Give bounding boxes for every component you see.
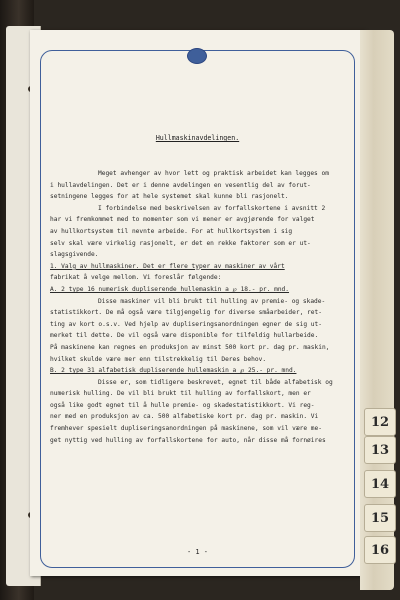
paragraph-line: merket til dette. De vil også være disponible for tilfeldig hullarbeide. (50, 332, 319, 340)
paragraph-line: av hullkortsystem til nevnte arbeide. For at hullkortsystem i sig (50, 227, 293, 235)
paragraph-line: hvilket skulde være mer enn tilstrekkelig til Deres behov. (50, 355, 267, 363)
subsection-heading: A. 2 type 16 numerisk dupliserende hullemaskin a ℘ 18.- pr. mnd. (50, 285, 290, 293)
paragraph-line: numerisk hulling. De vil bli brukt til hulling av forfallskort, men er (50, 390, 311, 398)
paragraph-line: Meget avhenger av hvor lett og praktisk arbeidet kan legges om (98, 170, 329, 177)
paragraph-line: fremhever spesielt dupliseringsanordningen på maskinene, som vil være me- (50, 425, 322, 433)
index-tab-16[interactable]: 16 (364, 536, 396, 564)
paragraph-line: også like godt egnet til å hulle premie- og skadestatistikkort. Vi reg- (50, 401, 315, 409)
paragraph-line: i hullavdelingen. Det er i denne avdelingen en vesentlig del av forut- (50, 181, 311, 189)
paragraph-line: fabrikat å velge mellom. Vi foreslår følgende: (50, 274, 222, 282)
paragraph-line: Disse er, som tidligere beskrevet, egnet til både alfabetisk og (98, 378, 333, 386)
paragraph-line: På maskinene kan regnes en produksjon av minst 500 kort pr. dag pr. maskin, (50, 343, 330, 351)
paragraph-line: ner med en produksjon av ca. 500 alfabetiske kort pr. dag pr. maskin. Vi (50, 413, 319, 421)
paragraph-line: slagsgivende. (50, 251, 99, 259)
paragraph-line: selv skal være virkelig rasjonelt, er det en rekke faktorer som er ut- (50, 239, 311, 247)
page-number: - 1 - (186, 548, 209, 556)
index-tab-12[interactable]: 12 (364, 408, 396, 436)
document-page (30, 30, 365, 576)
paragraph-line: setningene legges for at hele systemet skal kunne bli rasjonelt. (50, 193, 289, 201)
paragraph-line: har vi fremkommet med to momenter som vi mener er avgjørende for valget (50, 216, 315, 224)
index-tab-14[interactable]: 14 (364, 470, 396, 498)
index-tabs (360, 30, 396, 590)
paragraph-line: statistikkort. De må også være tilgjengelig for diverse småarbeider, ret- (50, 309, 322, 317)
company-logo-icon (187, 48, 207, 64)
page-title: Hullmaskinavdelingen. (155, 134, 240, 142)
index-tab-13[interactable]: 13 (364, 436, 396, 464)
paragraph-line: ting av kort o.s.v. Ved hjelp av dupliseringsanordningen egner de sig ut- (50, 320, 322, 328)
subsection-heading: B. 2 type 31 alfabetisk dupliserende hullemaskin a ℘ 25.- pr. mnd. (50, 367, 297, 375)
section-heading: 1. Valg av hullmaskiner. Det er flere typer av maskiner av vårt (50, 262, 285, 270)
body-text (50, 168, 351, 446)
index-tab-15[interactable]: 15 (364, 504, 396, 532)
paragraph-line: Disse maskiner vil bli brukt til hulling av premie- og skade- (98, 297, 326, 305)
paragraph-line: get nyttig ved hulling av forfallskortene for auto, når disse må fornøires (50, 436, 326, 444)
paragraph-line: I forbindelse med beskrivelsen av forfallskortene i avsnitt 2 (98, 204, 326, 212)
